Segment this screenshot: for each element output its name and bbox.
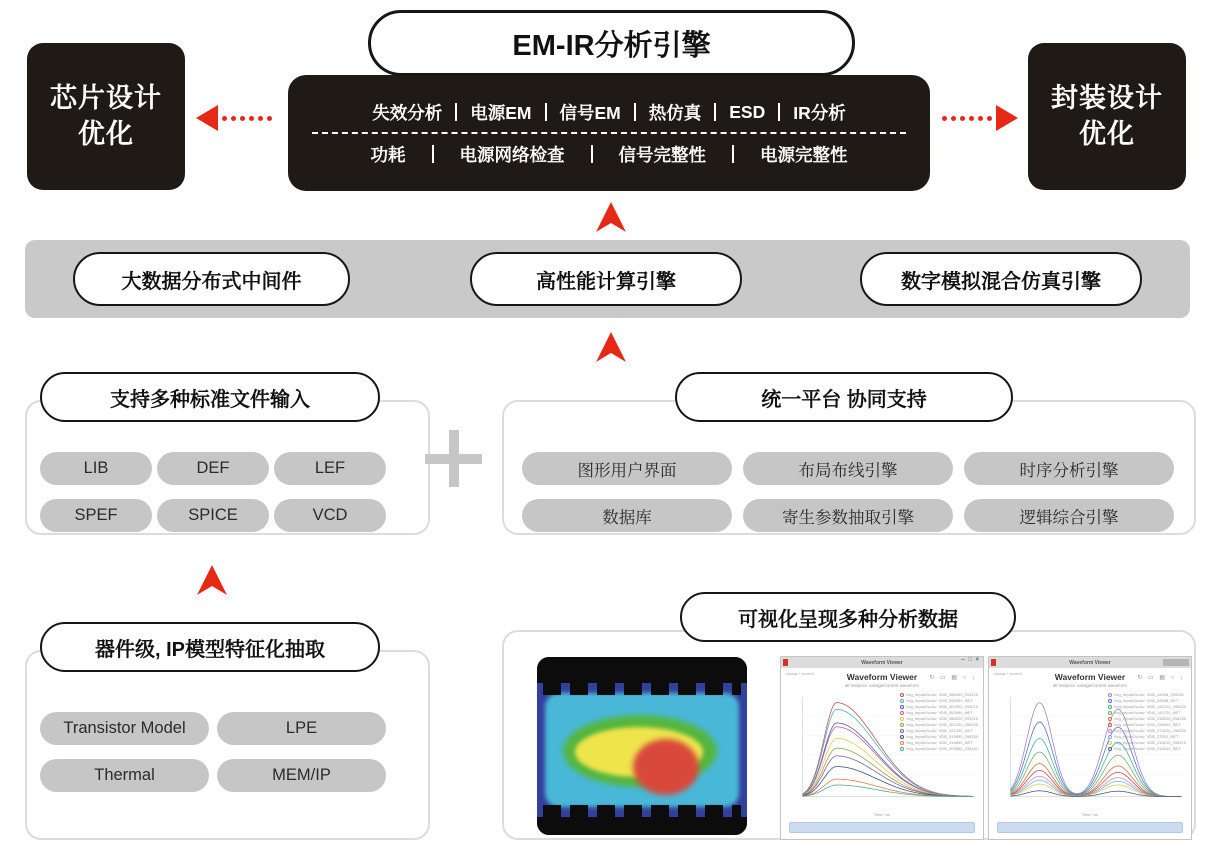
waveform-viewer-window-2: [988, 656, 1192, 840]
middleware-pill-hpc: 高性能计算引擎: [470, 252, 742, 306]
feature-item: IR分析: [793, 102, 846, 123]
plot-legend: [900, 693, 978, 752]
dotted-arrow-right-icon: [942, 104, 1018, 132]
x-axis-label: Time / ns: [1081, 812, 1099, 817]
window-title: Waveform Viewer: [1069, 659, 1111, 666]
legend-item: hvg_report2v.csv: VDB_238020_298230: [1108, 717, 1186, 722]
app-icon: [991, 659, 996, 666]
horizontal-scrollbar: [789, 822, 975, 833]
inputs-section-title: 支持多种标准文件输入: [40, 372, 380, 422]
feature-item: 电源EM: [470, 102, 532, 123]
y-axis-label: voltage / current: [993, 671, 1022, 676]
app-icon: [783, 659, 788, 666]
device-pill-thermal: Thermal: [40, 759, 209, 792]
feature-item: 信号EM: [559, 102, 621, 123]
legend-item: hvg_report2v.csv: VDB_558390_293210: [900, 693, 978, 698]
device-pill-transistor: Transistor Model: [40, 712, 209, 745]
input-pill-spef: SPEF: [40, 499, 152, 532]
device-pill-memip: MEM/IP: [217, 759, 386, 792]
input-pill-def: DEF: [157, 452, 269, 485]
device-section-title: 器件级, IP模型特征化抽取: [40, 622, 380, 672]
viewer-toolbar-icons: ↻ ▭ ▤ ○ ↓: [1137, 675, 1185, 681]
input-pill-lef: LEF: [274, 452, 386, 485]
window-controls: – □ ×: [961, 657, 980, 663]
dotted-arrow-left-icon: [196, 104, 272, 132]
platform-pill-pnr: 布局布线引擎: [743, 452, 953, 485]
viewer-toolbar-icons: ↻ ▭ ▤ ○ ↓: [929, 675, 977, 681]
emir-features-box: [288, 75, 930, 191]
thermal-heatmap-image: [537, 657, 747, 835]
viewer-title: Waveform Viewer: [846, 672, 918, 682]
legend-item: hvg_report2v.csv: VDB_552590_293210: [900, 705, 978, 710]
chip-design-box: [27, 43, 185, 190]
feature-item: 电源网络检查: [459, 144, 565, 165]
viewer-title: Waveform Viewer: [1054, 672, 1126, 682]
feature-item: 失效分析: [372, 102, 443, 123]
feature-item: 电源完整性: [760, 144, 848, 165]
device-pill-lpe: LPE: [217, 712, 386, 745]
up-arrow-icon: [197, 565, 227, 595]
platform-section-title: 统一平台 协同支持: [675, 372, 1013, 422]
legend-item: hvg_report2v.csv: VDB_515890_NET: [900, 741, 978, 746]
legend-item: hvg_report2v.csv: VDB_509880_236110: [900, 747, 978, 752]
feature-item: 热仿真: [648, 102, 702, 123]
emir-engine-title: EM-IR分析引擎: [512, 29, 711, 62]
window-titlebar: [989, 657, 1191, 668]
feature-item: ESD: [729, 101, 766, 122]
window-titlebar: [781, 657, 983, 668]
up-arrow-icon: [596, 332, 626, 362]
x-axis-label: Time / ns: [873, 812, 891, 817]
arrowhead-right: [996, 105, 1018, 131]
y-axis-label: voltage / current: [785, 671, 814, 676]
input-pill-spice: SPICE: [157, 499, 269, 532]
input-pill-vcd: VCD: [274, 499, 386, 532]
legend-item: hvg_report2v.csv: VDB_321230_NET: [900, 729, 978, 734]
window-button-block: [1163, 659, 1189, 666]
emir-engine-pill: [368, 10, 855, 76]
legend-item: hvg_report2v.csv: VDB_274020_298230: [1108, 729, 1186, 734]
legend-item: hvg_report2v.csv: VDB_558390_NET: [900, 699, 978, 704]
middleware-pill-mixedsim: 数字模拟混合仿真引擎: [860, 252, 1142, 306]
package-design-line2: 优化: [1079, 118, 1135, 149]
legend-item: hvg_report2v.csv: VDB_145720_298230: [1108, 705, 1186, 710]
package-design-line1: 封装设计: [1051, 82, 1163, 113]
platform-pill-parasitic: 寄生参数抽取引擎: [743, 499, 953, 532]
emir-feature-row1: [288, 99, 930, 125]
legend-item: hvg_report2v.csv: VDB_515890_298230: [900, 735, 978, 740]
visual-section-title: 可视化呈现多种分析数据: [680, 592, 1016, 642]
platform-pill-synthesis: 逻辑综合引擎: [964, 499, 1174, 532]
horizontal-scrollbar: [997, 822, 1183, 833]
legend-item: hvg_report2v.csv: VDB_218010_298210: [1108, 741, 1186, 746]
arrowhead-left: [196, 105, 218, 131]
visual-section: [502, 630, 1196, 840]
legend-item: hvg_report2v.csv: VDB_145720_NET: [1108, 711, 1186, 716]
plus-icon: [425, 430, 482, 487]
feature-item: 信号完整性: [618, 144, 706, 165]
legend-item: hvg_report2v.csv: VDB_218010_NET: [1108, 747, 1186, 752]
platform-pill-timing: 时序分析引擎: [964, 452, 1174, 485]
emir-feature-row2: [288, 141, 930, 167]
plot-legend: [1108, 693, 1186, 752]
legend-item: hvg_report2v.csv: VDB_238020_NET: [1108, 723, 1186, 728]
platform-pill-database: 数据库: [522, 499, 732, 532]
viewer-subtitle: all instance voltage/current waveform: [1052, 683, 1128, 688]
chip-design-line2: 优化: [78, 118, 134, 149]
legend-item: hvg_report2v.csv: VDB_321230_258230: [900, 723, 978, 728]
window-title: Waveform Viewer: [861, 659, 903, 666]
chip-design-line1: 芯片设计: [50, 82, 162, 113]
legend-item: hvg_report2v.csv: VDB_552590_NET: [900, 711, 978, 716]
legend-item: hvg_report2v.csv: VDB_27810_NET: [1108, 735, 1186, 740]
up-arrow-icon: [596, 202, 626, 232]
legend-item: hvg_report2v.csv: VDB_44598_NET: [1108, 699, 1186, 704]
feature-item: 功耗: [370, 144, 406, 165]
dashed-divider: [312, 132, 906, 134]
package-design-box: [1028, 43, 1186, 190]
viewer-subtitle: all instance voltage/current waveform: [844, 683, 920, 688]
legend-item: hvg_report2v.csv: VDB_586020_293210: [900, 717, 978, 722]
device-section: [25, 650, 430, 840]
input-pill-lib: LIB: [40, 452, 152, 485]
middleware-bar: [25, 240, 1190, 318]
legend-item: hvg_report2v.csv: VDB_44598_259230: [1108, 693, 1186, 698]
middleware-pill-bigdata: 大数据分布式中间件: [73, 252, 350, 306]
platform-pill-gui: 图形用户界面: [522, 452, 732, 485]
waveform-viewer-window-1: [780, 656, 984, 840]
